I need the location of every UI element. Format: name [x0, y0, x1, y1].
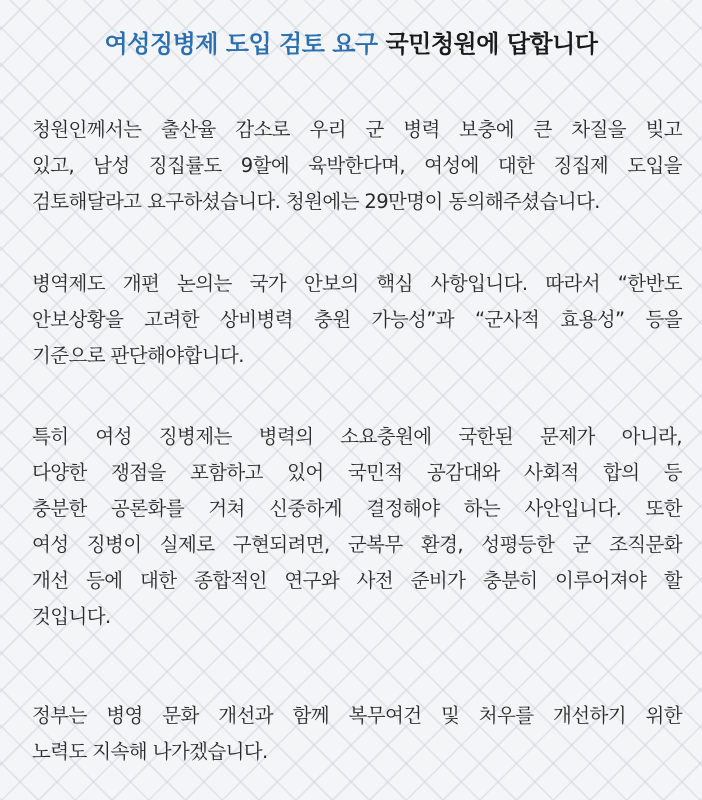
paragraph-government-commitment [32, 698, 682, 770]
paragraph-line: 노력도 지속해 나가겠습니다. [32, 740, 268, 763]
paragraph-defense-criteria [32, 266, 682, 374]
paragraph-line: 다양한 쟁점을 포함하고 있어 국민적 공감대와 사회적 합의 등 [32, 461, 682, 484]
paragraph-line: 안보상황을 고려한 상비병력 충원 가능성”과 “군사적 효용성” 등을 [32, 308, 682, 331]
title-accent: 여성징병제 도입 검토 요구 [104, 30, 378, 58]
paragraph-line: 개선 등에 대한 종합적인 연구와 사전 준비가 충분히 이루어져야 할 [32, 569, 682, 592]
paragraph-line: 청원인께서는 출산율 감소로 우리 군 병력 보충에 큰 차질을 빚고 [32, 118, 682, 141]
paragraph-conscription-issues [32, 419, 682, 635]
paragraph-line: 있고, 남성 징집률도 9할에 육박한다며, 여성에 대한 징집제 도입을 [32, 154, 682, 177]
paragraph-line: 병역제도 개편 논의는 국가 안보의 핵심 사항입니다. 따라서 “한반도 [32, 272, 682, 295]
paragraph-line: 여성 징병이 실제로 구현되려면, 군복무 환경, 성평등한 군 조직문화 [32, 533, 682, 556]
paragraph-line: 검토해달라고 요구하셨습니다. 청원에는 29만명이 동의해주셨습니다. [32, 190, 600, 213]
paragraph-petition-summary [32, 112, 682, 220]
paragraph-line: 것입니다. [32, 605, 111, 628]
paragraph-line: 특히 여성 징병제는 병력의 소요충원에 국한된 문제가 아니라, [32, 425, 682, 448]
title-rest: 국민청원에 답합니다 [385, 30, 598, 58]
page-title [0, 24, 702, 59]
paragraph-line: 정부는 병영 문화 개선과 함께 복무여건 및 처우를 개선하기 위한 [32, 704, 682, 727]
paragraph-line: 기준으로 판단해야합니다. [32, 344, 244, 367]
paragraph-line: 충분한 공론화를 거쳐 신중하게 결정해야 하는 사안입니다. 또한 [32, 497, 682, 520]
